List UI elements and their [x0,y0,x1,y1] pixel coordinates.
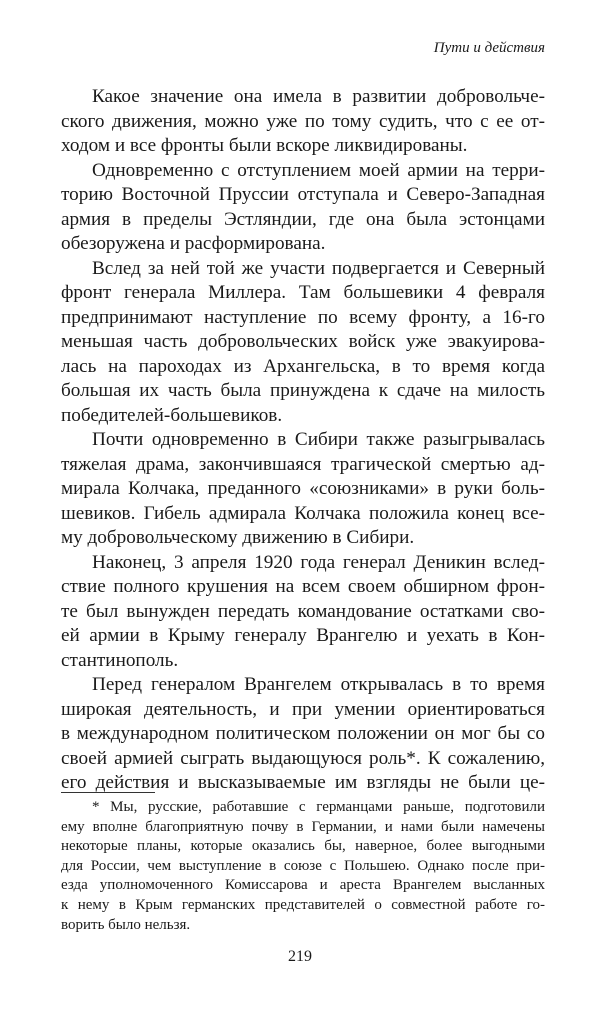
text-line: ей армии в Крыму генералу Врангелю и уехать в Кон- [61,625,545,646]
text-line: Вслед за ней той же участи подвергается и Северный [92,257,545,279]
paragraph [61,428,545,551]
footnote-line: для России, чем выступление в союзе с Польшею. Однако после при- [61,857,545,874]
text-line: торию Восточной Пруссии отступала и Северо-Западная [61,184,545,205]
footnote-line: ворить было нельзя. [61,916,191,933]
footnote-line: к нему в Крым германских представителей о совместной работе го- [61,896,545,913]
text-line: Наконец, 3 апреля 1920 года генерал Деникин вслед- [92,551,545,573]
text-line: тяжелая драма, закончившаяся трагической смертью ад- [61,453,545,475]
text-line: предпринимают наступление по всему фронту, а 16-го [61,306,545,328]
text-line: те был вынужден передать командование остатками сво- [61,600,545,622]
text-line: победителей-большевиков. [61,404,283,426]
text-line: Перед генералом Врангелем открывалась в то время [92,674,545,695]
text-line: лась на пароходах из Архангельска, в то время когда [61,355,545,377]
text-line: стантинополь. [61,649,179,671]
text-line: большая их часть была принуждена к сдаче на милость [61,380,545,401]
text-line: фронт генерала Миллера. Там большевики 4 февраля [61,282,545,303]
text-line: Почти одновременно в Сибири также разыгрывалась [92,429,545,450]
text-line: своей армией сыграть выдающуюся роль*. К сожалению, [61,747,545,769]
page-number: 219 [288,948,312,965]
text-line: мирала Колчака, преданного «союзниками» в руки боль- [61,478,545,499]
footnote-line: ему вполне благоприятную почву в Германии, и нами были намечены [61,818,545,835]
paragraph [61,551,545,674]
text-line: широкая деятельность, и при умении ориентироваться [61,698,545,720]
footnote-line: езда уполномоченного Комиссарова и ареста Врангелем высланных [61,877,545,894]
text-line: ского движения, можно уже по тому судить, что с ее от- [61,110,545,132]
text-line: армия в пределы Эстляндии, где она была эстонцами [61,208,545,230]
paragraph [61,257,545,429]
text-line: шевиков. Гибель адмирала Колчака положила конец все- [61,502,545,524]
text-line: обезоружена и расформирована. [61,233,326,254]
text-line: ствие полного крушения на всем своем обширном фрон- [61,576,545,597]
footnote-separator [61,792,155,793]
paragraph [61,159,545,257]
text-line: му добровольческому движению в Сибири. [61,527,415,548]
running-header: Пути и действия [433,40,545,56]
text-line: в международном политическом положении он мог бы со [61,723,545,744]
paragraph [61,673,545,796]
paragraph [61,85,545,159]
text-line: меньшая часть добровольческих войск уже эвакуирова- [61,331,545,352]
text-line: Одновременно с отступлением моей армии на терри- [92,159,545,181]
footnote-line: * Мы, русские, работавшие с германцами раньше, подготовили [92,799,545,815]
footnote-line: некоторые планы, которые оказались бы, наверное, более выгодными [61,838,545,855]
text-line: его действия и высказываемые им взгляды не были це- [61,772,545,793]
footnote [61,798,545,935]
text-line: Какое значение она имела в развитии добровольче- [92,86,545,107]
text-line: ходом и все фронты были вскоре ликвидированы. [61,135,468,156]
body-text [61,85,545,796]
